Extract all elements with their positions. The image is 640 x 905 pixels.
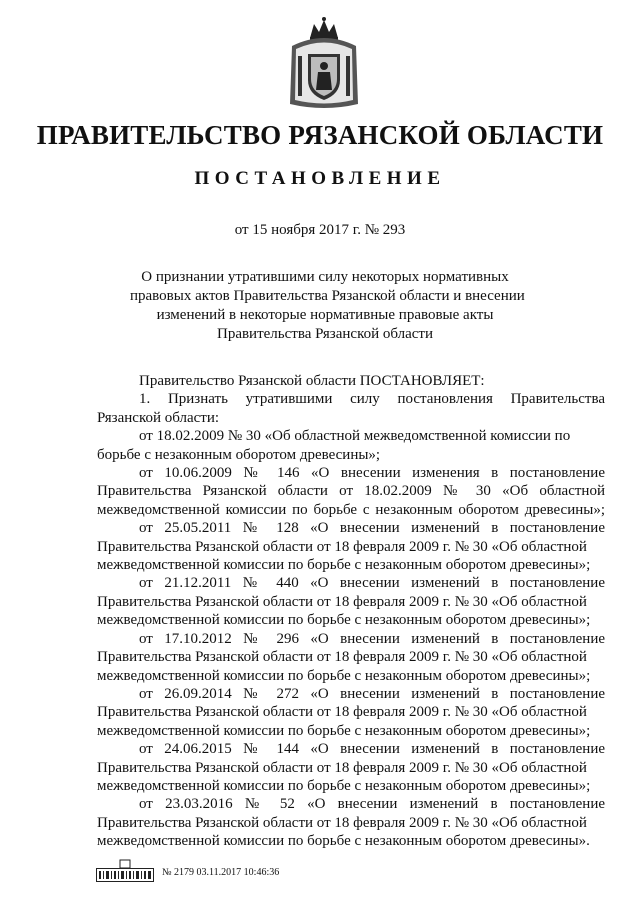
list-item-first-line: от 26.09.2014 № 272 «О внесении изменений в постановление bbox=[139, 685, 605, 702]
list-item-line: межведомственной комиссии по борьбе с незаконным оборотом древесины»; bbox=[97, 777, 591, 794]
list-item-line: Правительства Рязанской области от 18 февраля 2009 г. № 30 «Об областной bbox=[97, 704, 587, 721]
list-item-line: Правительства Рязанской области от 18 февраля 2009 г. № 30 «Об областной bbox=[97, 593, 587, 610]
organization-title: ПРАВИТЕЛЬСТВО РЯЗАНСКОЙ ОБЛАСТИ bbox=[36, 120, 604, 150]
point-1-line: Рязанской области: bbox=[97, 409, 220, 426]
document-date-number: от 15 ноября 2017 г. № 293 bbox=[234, 222, 406, 238]
document-body bbox=[97, 372, 605, 851]
intro-paragraph: Правительство Рязанской области ПОСТАНОВЛЯЕТ: bbox=[139, 373, 485, 389]
point-1-line: 1. Признать утратившими силу постановления Правительства bbox=[139, 391, 605, 408]
list-item-line: межведомственной комиссии по борьбе с незаконным оборотом древесины»; bbox=[97, 612, 591, 629]
list-item bbox=[97, 685, 605, 740]
list-item-line: межведомственной комиссии по борьбе с незаконным оборотом древесины»; bbox=[97, 667, 591, 684]
list-item-line: борьбе с незаконным оборотом древесины»; bbox=[97, 446, 381, 463]
list-item-first-line: от 23.03.2016 № 52 «О внесении изменений в постановление bbox=[139, 796, 605, 813]
list-item-line: межведомственной комиссии по борьбе с незаконным оборотом древесины»; bbox=[97, 557, 591, 574]
list-item-first-line: от 18.02.2009 № 30 «Об областной межведомственной комиссии по bbox=[139, 428, 571, 445]
subject-line: Правительства Рязанской области bbox=[216, 326, 434, 342]
list-item-line: Правительства Рязанской области от 18 февраля 2009 г. № 30 «Об областной bbox=[97, 814, 587, 831]
subject-line: О признании утратившими силу некоторых нормативных bbox=[141, 269, 509, 285]
list-item-line: Правительства Рязанской области от 18 февраля 2009 г. № 30 «Об областной bbox=[97, 759, 587, 776]
list-item-line: межведомственной комиссии по борьбе с незаконным оборотом древесины». bbox=[97, 833, 590, 850]
list-item bbox=[97, 427, 605, 464]
barcode-stamp-icon bbox=[96, 858, 154, 884]
list-item-line: межведомственной комиссии по борьбе с незаконным оборотом древесины»; bbox=[97, 501, 605, 518]
list-item bbox=[97, 630, 605, 685]
list-item bbox=[97, 574, 605, 629]
list-item-line: межведомственной комиссии по борьбе с незаконным оборотом древесины»; bbox=[97, 722, 591, 739]
list-item-first-line: от 24.06.2015 № 144 «О внесении изменений в постановление bbox=[139, 741, 605, 758]
list-item-first-line: от 17.10.2012 № 296 «О внесении изменений в постановление bbox=[139, 630, 605, 647]
subject-line: правовых актов Правительства Рязанской области и внесении bbox=[130, 288, 525, 304]
registration-number: № 2179 03.11.2017 10:46:36 bbox=[162, 867, 280, 878]
coat-of-arms-icon bbox=[286, 16, 362, 112]
list-item bbox=[97, 795, 605, 850]
registration-footer bbox=[96, 858, 356, 886]
list-item-first-line: от 10.06.2009 № 146 «О внесении изменения в постановление bbox=[139, 465, 605, 482]
list-item bbox=[97, 740, 605, 795]
list-item bbox=[97, 464, 605, 519]
list-item-first-line: от 21.12.2011 № 440 «О внесении изменений в постановление bbox=[139, 575, 605, 592]
list-item-line: Правительства Рязанской области от 18 февраля 2009 г. № 30 «Об областной bbox=[97, 538, 587, 555]
list-item-line: Правительства Рязанской области от 18 февраля 2009 г. № 30 «Об областной bbox=[97, 649, 587, 666]
list-item-first-line: от 25.05.2011 № 128 «О внесении изменений в постановление bbox=[139, 520, 605, 537]
document-subject bbox=[130, 268, 525, 344]
list-item-line: Правительства Рязанской области от 18.02.2009 № 30 «Об областной bbox=[97, 483, 605, 500]
subject-line: изменений в некоторые нормативные правовые акты bbox=[156, 307, 494, 323]
list-item bbox=[97, 519, 605, 574]
document-type: ПОСТАНОВЛЕНИЕ bbox=[194, 168, 446, 189]
